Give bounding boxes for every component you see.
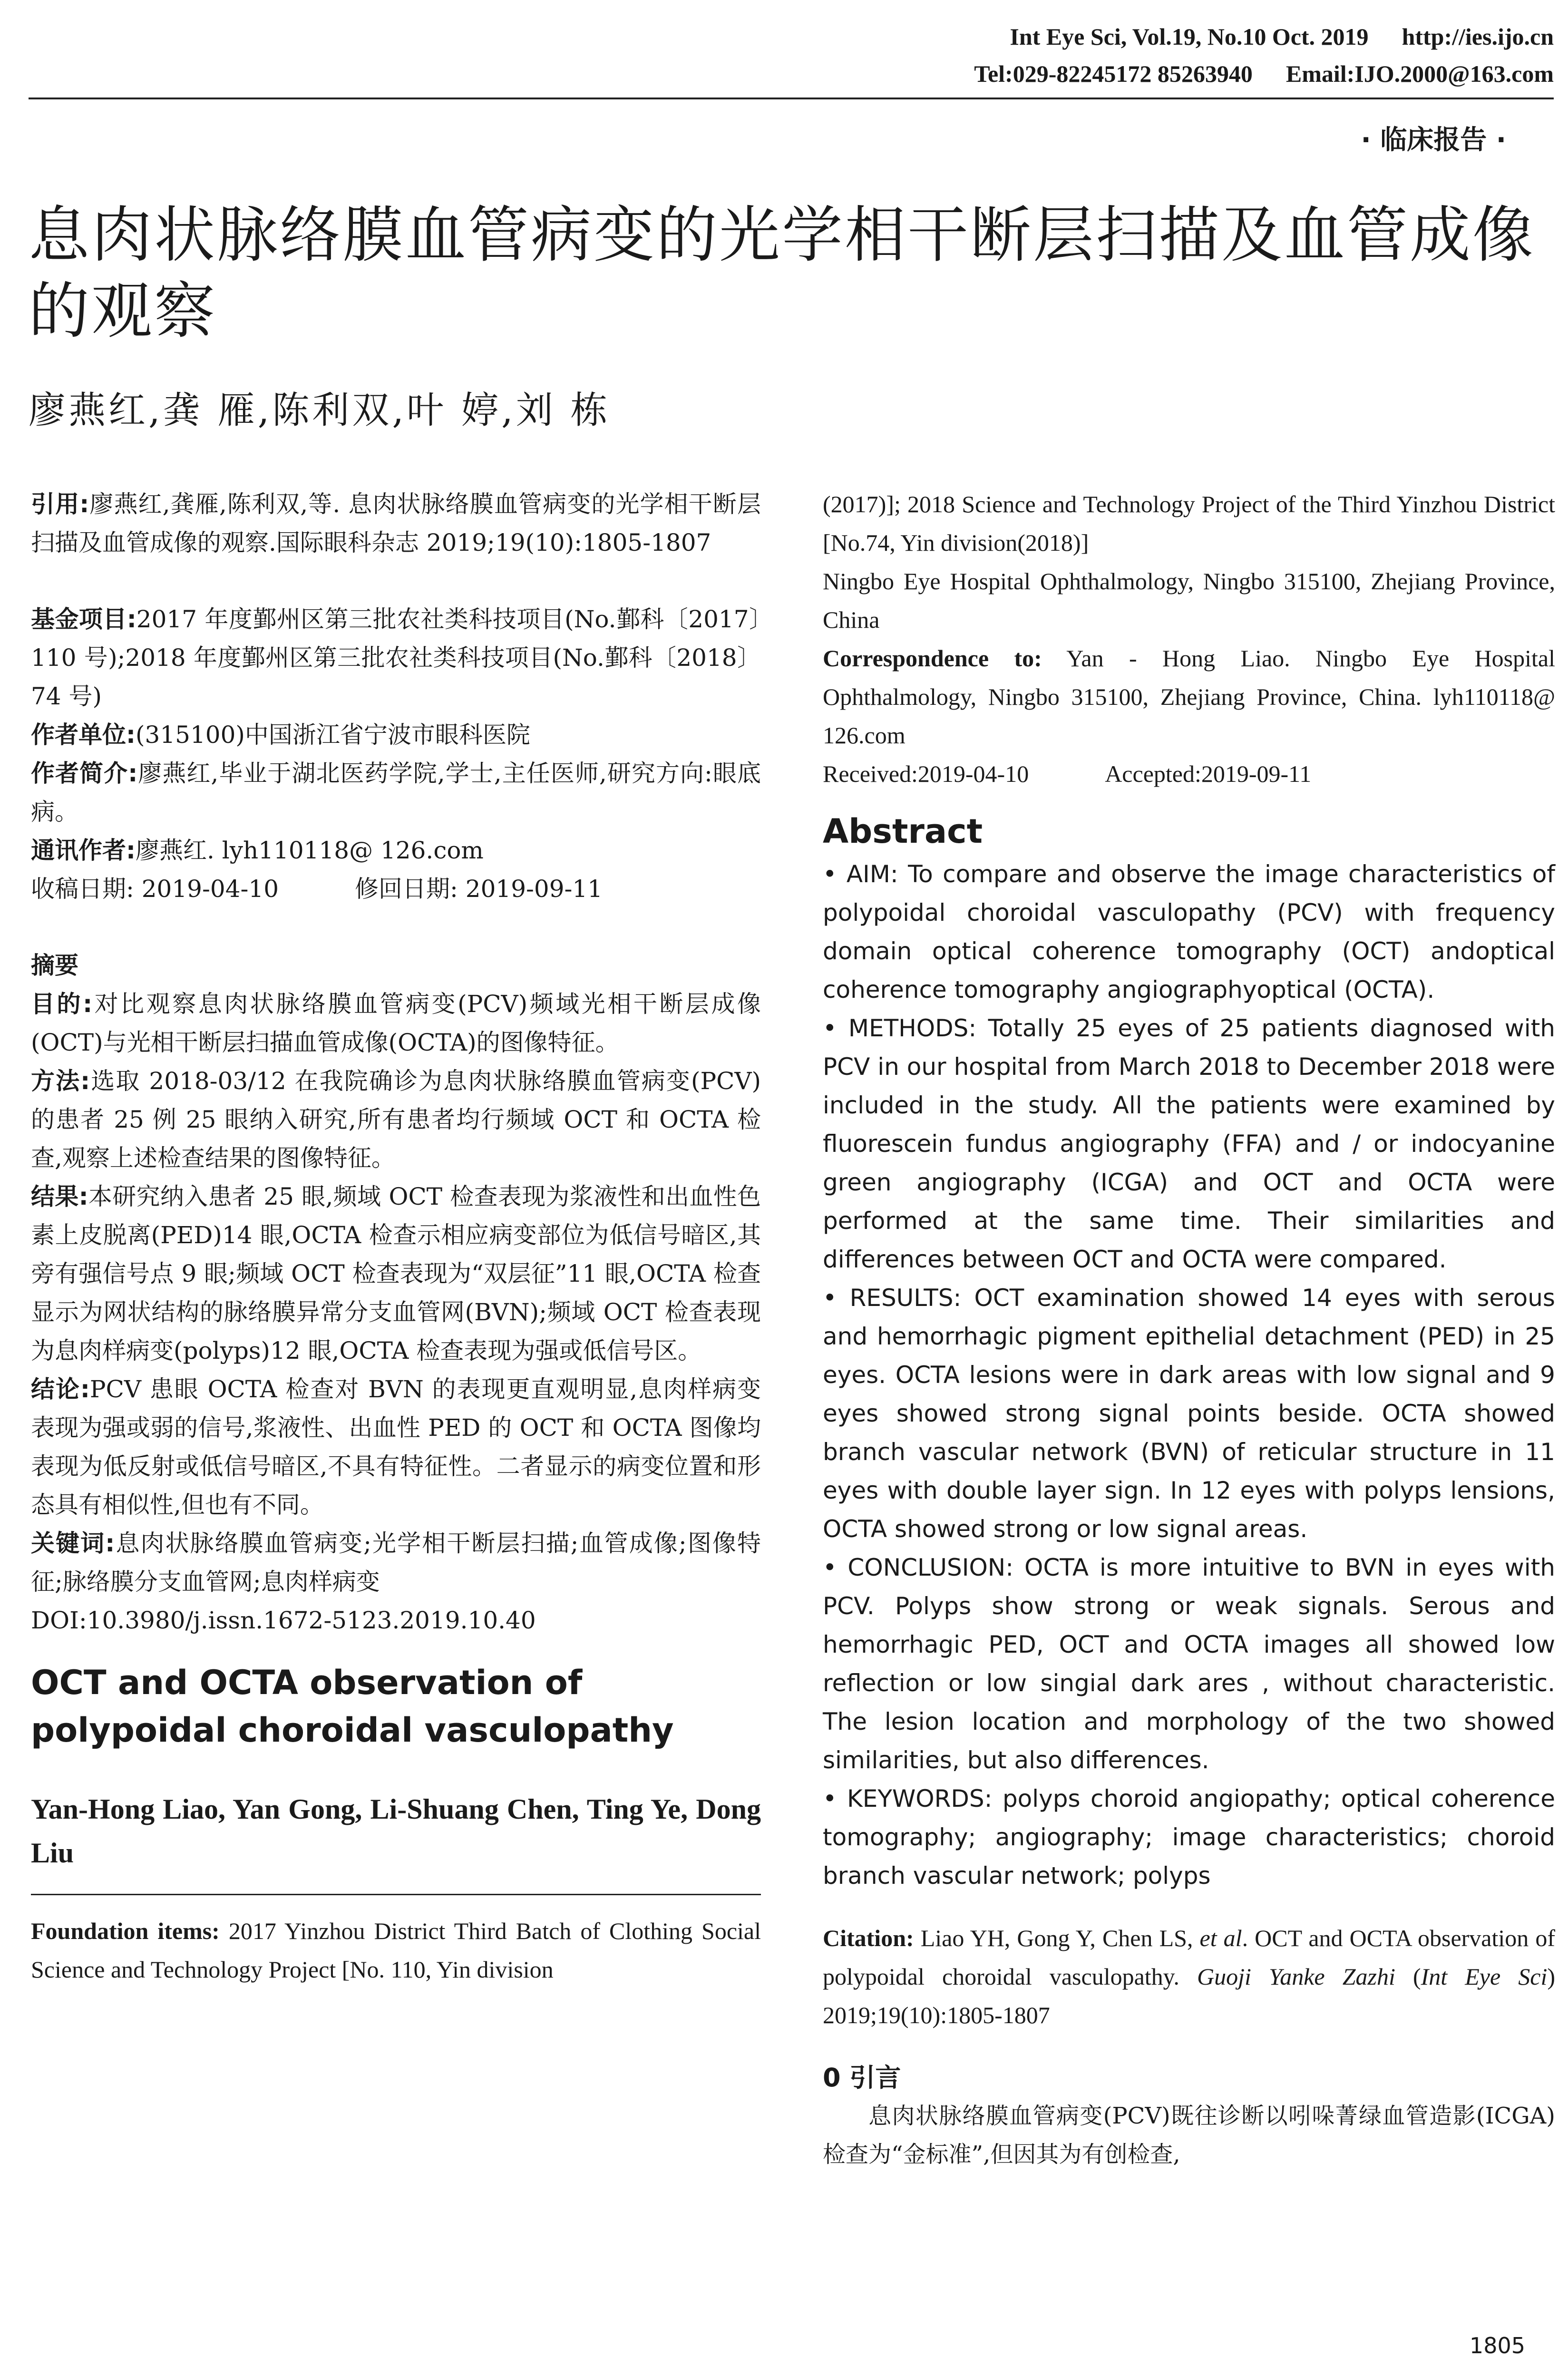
keywords-text: 息肉状脉络膜血管病变;光学相干断层扫描;血管成像;图像特征;脉络膜分支血管网;息肉样病变 (31, 1529, 761, 1596)
results-cn (31, 1178, 761, 1370)
dates-en (823, 755, 1555, 793)
unit-label: 作者单位: (31, 721, 136, 749)
left-column (31, 485, 761, 1989)
purpose-text: 对比观察息肉状脉络膜血管病变(PCV)频域光相干断层成像(OCT)与光相干断层扫描血管成像(OCTA)的图像特征。 (31, 990, 761, 1056)
citation-en-end: ) 2019;19(10):1805-1807 (823, 1963, 1555, 2028)
purpose-label: 目的: (31, 990, 93, 1018)
correspondence-label: Correspondence to: (823, 645, 1042, 672)
conclusion-label: 结论: (31, 1375, 90, 1403)
conclusion-cn (31, 1370, 761, 1524)
conclusion-text: PCV 患眼 OCTA 检查对 BVN 的表现更直观明显,息肉样病变表现为强或弱的信号,浆液性、出血性 PED 的 OCT 和 OCTA 图像均表现为低反射或低信号暗区,不具有特征性。二者显示的病变位置和形态具有相似性,但也有不同。 (31, 1375, 761, 1519)
article-title: 息肉状脉络膜血管病变的光学相干断层扫描及血管成像的观察 (29, 200, 1536, 347)
doi[interactable]: DOI:10.3980/j.issn.1672-5123.2019.10.40 (31, 1607, 536, 1634)
right-column (823, 485, 1555, 2174)
results-en: • RESULTS: OCT examination showed 14 eyes with serous and hemorrhagic pigment epithelial detachment (PED) in 25 eyes. OCTA lesions were in dark areas with low signal and 9 eyes showed strong signal points beside. OCTA showed branch vascular network (BVN) of reticular structure in 11 eyes with double layer sign. In 12 eyes with polyps lensions, OCTA showed strong or low signal areas. (823, 1284, 1555, 1543)
page-number: 1805 (1469, 2333, 1525, 2358)
citation-en (823, 1919, 1555, 2035)
header-rule (29, 97, 1554, 99)
abstract-heading-cn: 摘要 (31, 952, 78, 979)
keywords-cn (31, 1524, 761, 1601)
revised-date: 修回日期: 2019-09-11 (355, 875, 603, 903)
accepted-en: Accepted:2019-09-11 (1105, 760, 1312, 787)
citation-cn (31, 485, 761, 562)
citation-en-paren: ( (1412, 1963, 1421, 1990)
correspondence-text: Yan - Hong Liao. Ningbo Eye Hospital Ophthalmology, Ningbo 315100, Zhejiang Province, China. lyh110118@ 126.com (823, 645, 1555, 749)
citation-en-journal: Guoji Yanke Zazhi (1197, 1963, 1395, 1990)
citation-en-label: Citation: (823, 1925, 914, 1951)
citation-en-authors: Liao YH, Gong Y, Chen LS, (920, 1925, 1193, 1951)
received-en: Received:2019-04-10 (823, 760, 1029, 787)
purpose-cn (31, 985, 761, 1062)
unit-cn (31, 716, 761, 754)
journal-email[interactable]: Email:IJO.2000@163.com (1286, 60, 1554, 87)
intro-text: 息肉状脉络膜血管病变(PCV)既往诊断以吲哚菁绿血管造影(ICGA)检查为“金标准”,但因其为有创检查, (823, 2103, 1555, 2168)
foundation-text: 2017 Yinzhou District Third Batch of Clothing Social Science and Technology Project [No. 110, Yin division (31, 1918, 761, 1983)
intro-heading: 0 引言 (823, 2063, 901, 2093)
journal-url[interactable]: http://ies.ijo.cn (1402, 23, 1554, 50)
results-text: 本研究纳入患者 25 眼,频域 OCT 检查表现为浆液性和出血性色素上皮脱离(PED)14 眼,OCTA 检查示相应病变部位为低信号暗区,其旁有强信号点 9 眼;频域 OCT 检查表现为“双层征”11 眼,OCTA 检查显示为网状结构的脉络膜异常分支血管网(BVN);频域 OCT 检查表现为息肉样病变(polyps)12 眼,OCTA 检查表现为强或低信号区。 (31, 1183, 761, 1364)
citation-text: 廖燕红,龚雁,陈利双,等. 息肉状脉络膜血管病变的光学相干断层扫描及血管成像的观察.国际眼科杂志 2019;19(10):1805-1807 (31, 490, 761, 556)
received-date: 收稿日期: 2019-04-10 (31, 875, 279, 903)
citation-en-mid: . OCT and OCTA observation of polypoidal choroidal vasculopathy. (823, 1925, 1556, 1990)
fund-label: 基金项目: (31, 605, 136, 633)
citation-en-abbr: Int Eye Sci (1421, 1963, 1548, 1990)
citation-label: 引用: (31, 490, 89, 518)
journal-tel: Tel:029-82245172 85263940 (974, 60, 1253, 87)
authors-cn: 廖燕红,龚 雁,陈利双,叶 婷,刘 栋 (29, 389, 611, 432)
fund-cn (31, 600, 761, 716)
corr-text: 廖燕红. lyh110118@ 126.com (136, 837, 484, 864)
journal-line: Int Eye Sci, Vol.19, No.10 Oct. 2019 (1010, 23, 1369, 50)
methods-text: 选取 2018-03/12 在我院确诊为息肉状脉络膜血管病变(PCV)的患者 25 例 25 眼纳入研究,所有患者均行频域 OCT 和 OCTA 检查,观察上述检查结果的图像特征。 (31, 1067, 761, 1172)
methods-en: • METHODS: Totally 25 eyes of 25 patients diagnosed with PCV in our hospital from March 2018 to December 2018 were included in the study. All the patients were examined by fluorescein fundus angiography (FFA) and / or indocyanine green angiography (ICGA) and OCT and OCTA were performed at the same time. Their similarities and differences between OCT and OCTA were compared. (823, 1014, 1555, 1273)
results-label: 结果: (31, 1183, 88, 1210)
foundation-en (31, 1912, 761, 1989)
english-title: OCT and OCTA observation of polypoidal choroidal vasculopathy (31, 1663, 674, 1750)
aim-en: • AIM: To compare and observe the image characteristics of polypoidal choroidal vasculopathy (PCV) with frequency domain optical coherence tomography (OCT) andoptical coherence tomography angiographyoptical (OCTA). (823, 860, 1555, 1003)
keywords-en: • KEYWORDS: polyps choroid angiopathy; optical coherence tomography; angiography; image characteristics; choroid branch vascular network; polyps (823, 1785, 1555, 1890)
bio-label: 作者简介: (31, 760, 138, 787)
methods-label: 方法: (31, 1067, 90, 1095)
keywords-label: 关键词: (31, 1529, 115, 1557)
foundation-label: Foundation items: (31, 1918, 220, 1944)
fund-text: 2017 年度鄞州区第三批农社类科技项目(No.鄞科〔2017〕110 号);2018 年度鄞州区第三批农社类科技项目(No.鄞科〔2018〕74 号) (31, 605, 761, 710)
corr-cn (31, 831, 761, 870)
methods-cn (31, 1062, 761, 1178)
dates-cn (31, 870, 761, 908)
abstract-heading-en: Abstract (823, 812, 983, 851)
citation-en-etal: et al (1199, 1925, 1242, 1951)
bio-cn (31, 754, 761, 831)
english-authors: Yan-Hong Liao, Yan Gong, Li-Shuang Chen, Ting Ye, Dong Liu (31, 1793, 761, 1869)
foundation-rule (31, 1894, 761, 1895)
bio-text: 廖燕红,毕业于湖北医药学院,学士,主任医师,研究方向:眼底病。 (31, 760, 761, 826)
foundation-continued: (2017)]; 2018 Science and Technology Project of the Third Yinzhou District [No.74, Yin division(2018)] (823, 491, 1555, 556)
journal-header (974, 18, 1554, 92)
conclusion-en: • CONCLUSION: OCTA is more intuitive to BVN in eyes with PCV. Polyps show strong or weak signals. Serous and hemorrhagic PED, OCT and OCTA images all showed low reflection or low singial dark ares , without characteristic. The lesion location and morphology of the two showed similarities, but also differences. (823, 1554, 1555, 1774)
unit-text: (315100)中国浙江省宁波市眼科医院 (136, 721, 530, 749)
section-tag: · 临床报告 · (1361, 125, 1506, 156)
correspondence-en (823, 639, 1555, 755)
affiliation-en: Ningbo Eye Hospital Ophthalmology, Ningbo 315100, Zhejiang Province, China (823, 568, 1555, 633)
corr-label: 通讯作者: (31, 837, 136, 864)
